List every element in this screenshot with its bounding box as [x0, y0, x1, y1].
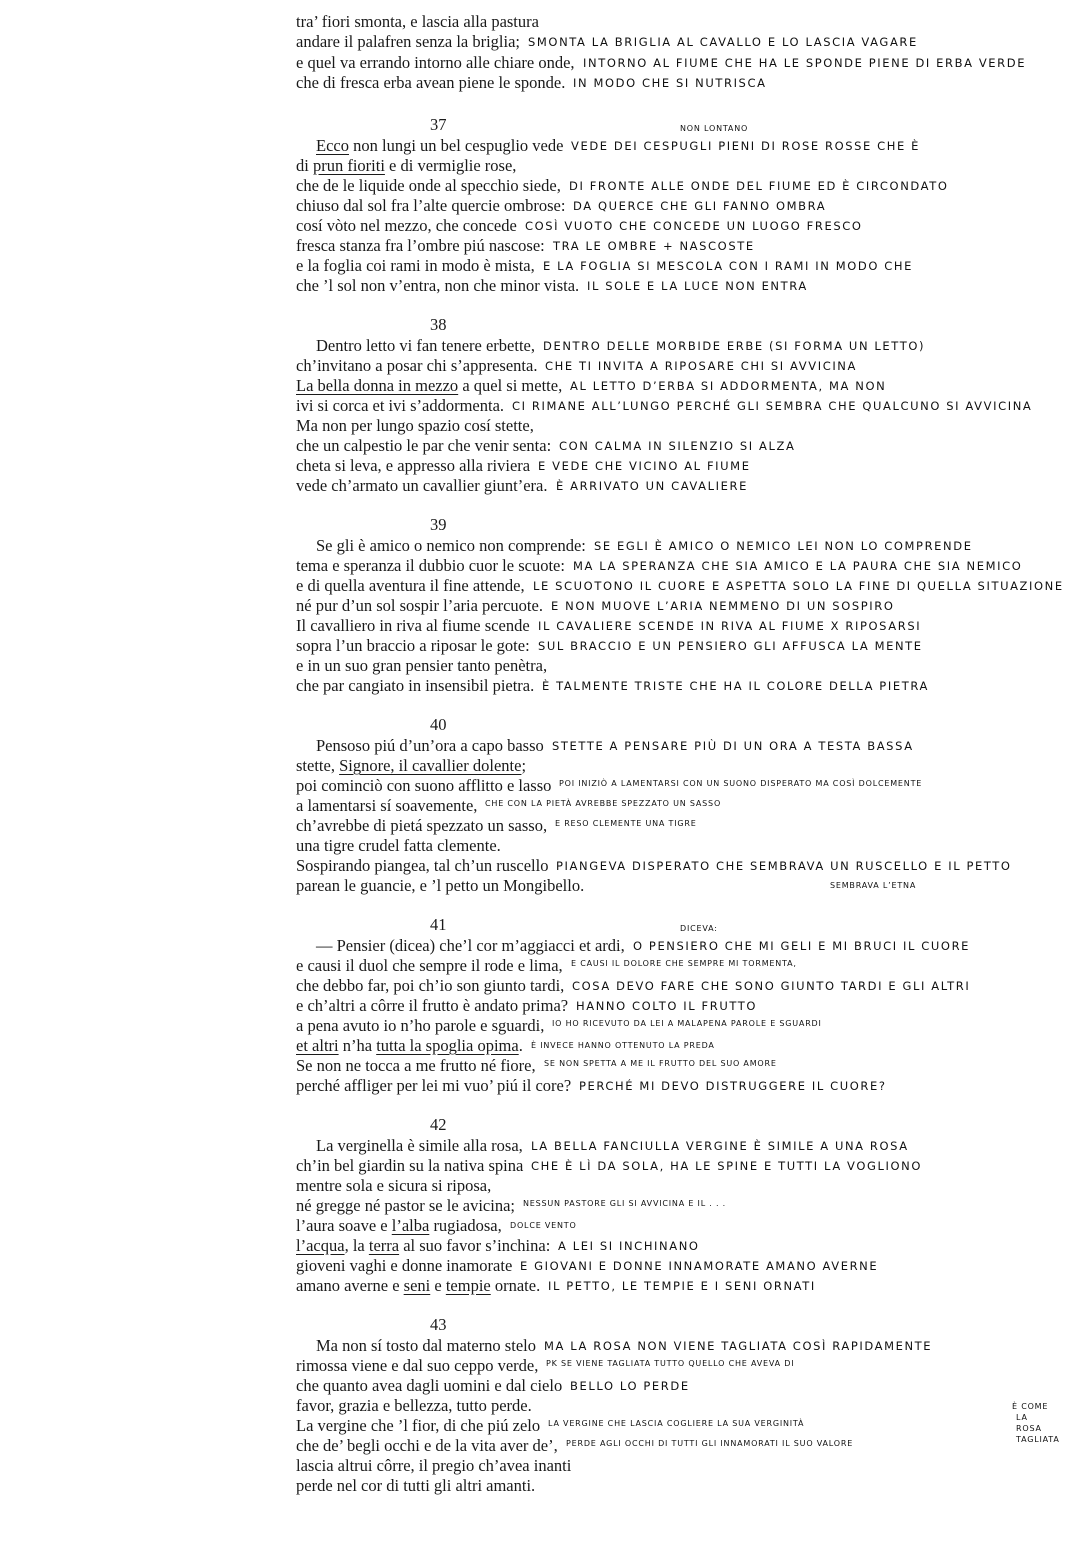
handwritten-note: BELLO LO PERDE	[570, 1379, 690, 1393]
poem-line: parean le guancie, e ’l petto un Mongibello.	[296, 876, 585, 895]
handwritten-note: CHE CON LA PIETÀ AVREBBE SPEZZATO UN SASSO	[485, 799, 722, 808]
handwritten-note: A LEI SI INCHINANO	[558, 1239, 700, 1253]
poem-line: La bella donna in mezzo a quel si mette,	[296, 376, 563, 395]
poem-line: ch’invitano a posar chi s’appresenta.	[296, 356, 538, 375]
poem-line: l’acqua, la terra al suo favor s’inchina:	[296, 1236, 551, 1255]
poem-line: mentre sola e sicura si riposa,	[296, 1176, 492, 1195]
poem-line: che di fresca erba avean piene le sponde.	[296, 72, 566, 92]
poem-line: stette, Signore, il cavallier dolente;	[296, 756, 527, 775]
handwritten-note: E NON MUOVE L’ARIA NEMMENO DI UN SOSPIRO	[551, 599, 895, 613]
poem-line: favor, grazia e bellezza, tutto perde.	[296, 1396, 532, 1415]
poem-line: tema e speranza il dubbio cuor le scuote:	[296, 556, 565, 575]
handwritten-note: PERDE AGLI OCCHI DI TUTTI GLI INNAMORATI IL SUO VALORE	[566, 1439, 854, 1448]
poem-line: sopra l’un braccio a riposar le gote:	[296, 636, 530, 655]
poem-line: e in un suo gran pensier tanto penètra,	[296, 656, 548, 675]
poem-line: chiuso dal sol fra l’alte quercie ombrose:	[296, 196, 566, 215]
handwritten-note: VEDE DEI CESPUGLI PIENI DI ROSE ROSSE CHE È	[571, 139, 921, 153]
handwritten-note-above: DICEVA:	[680, 924, 718, 933]
handwritten-note: IN MODO CHE SI NUTRISCA	[573, 75, 767, 90]
poem-line: Sospirando piangea, tal ch’un ruscello	[296, 856, 549, 875]
handwritten-note: E GIOVANI E DONNE INNAMORATE AMANO AVERNE	[520, 1259, 879, 1273]
handwritten-note: INTORNO AL FIUME CHE HA LE SPONDE PIENE DI ERBA VERDE	[583, 55, 1027, 70]
stanza-number: 38	[430, 315, 447, 334]
poem-line: La vergine che ’l fior, di che piú zelo	[296, 1416, 541, 1435]
poem-line: Se non ne tocca a me frutto né fiore,	[296, 1056, 536, 1075]
poem-line: a pena avuto io n’ho parole e sguardi,	[296, 1016, 545, 1035]
stanza-number: 39	[430, 515, 447, 534]
handwritten-note: AL LETTO D’ERBA SI ADDORMENTA, MA NON	[570, 379, 887, 393]
handwritten-margin-note: LA	[1016, 1413, 1028, 1422]
handwritten-note: SUL BRACCIO E UN PENSIERO GLI AFFUSCA LA MENTE	[538, 639, 923, 653]
poem-line: andare il palafren senza la briglia;	[296, 32, 521, 52]
poem-line: a lamentarsi sí soavemente,	[296, 796, 478, 815]
handwritten-note: E CAUSI IL DOLORE CHE SEMPRE MI TORMENTA,	[571, 959, 797, 968]
handwritten-note-above: NON LONTANO	[680, 124, 749, 133]
handwritten-note: IL SOLE E LA LUCE NON ENTRA	[587, 279, 808, 293]
stanza-number: 41	[430, 915, 447, 934]
handwritten-note: CON CALMA IN SILENZIO SI ALZA	[559, 439, 796, 453]
poem-line: amano averne e seni e tempie ornate.	[296, 1276, 541, 1295]
poem-line: rimossa viene e dal suo ceppo verde,	[296, 1356, 539, 1375]
poem-line: una tigre crudel fatta clemente.	[296, 836, 501, 855]
handwritten-margin-note: ROSA	[1016, 1424, 1042, 1433]
poem-line: lascia altrui côrre, il pregio ch’avea inanti	[296, 1456, 572, 1475]
poem-line: perché affliger per lei mi vuo’ piú il core?	[296, 1076, 572, 1095]
poem-line: Pensoso piú d’un’ora a capo basso	[316, 736, 544, 755]
poem-line: ch’avrebbe di pietá spezzato un sasso,	[296, 816, 548, 835]
poem-line: che quanto avea dagli uomini e dal cielo	[296, 1376, 563, 1395]
poem-line: Ma non sí tosto dal materno stelo	[316, 1336, 536, 1355]
poem-line: e ch’altri a côrre il frutto è andato prima?	[296, 996, 569, 1015]
poem-line: Il cavalliero in riva al fiume scende	[296, 616, 530, 635]
handwritten-note-continuation: SEMBRAVA L’ETNA	[830, 881, 917, 890]
handwritten-note: HANNO COLTO IL FRUTTO	[576, 999, 758, 1013]
handwritten-note: PERCHÉ MI DEVO DISTRUGGERE IL CUORE?	[579, 1079, 887, 1093]
handwritten-note: È ARRIVATO UN CAVALIERE	[556, 479, 748, 493]
stanza-number: 42	[430, 1115, 447, 1134]
handwritten-note: LA BELLA FANCIULLA VERGINE È SIMILE A UNA ROSA	[531, 1139, 909, 1153]
poem-line: che ’l sol non v’entra, non che minor vista.	[296, 276, 580, 295]
handwritten-note: E VEDE CHE VICINO AL FIUME	[538, 459, 751, 473]
handwritten-note: LA VERGINE CHE LASCIA COGLIERE LA SUA VERGINITÀ	[548, 1419, 805, 1428]
poem-line: che de le liquide onde al specchio siede,	[296, 176, 561, 195]
poem-line: cosí vòto nel mezzo, che concede	[296, 216, 517, 235]
poem-line: e la foglia coi rami in modo è mista,	[296, 256, 535, 275]
handwritten-note-above: È INVECE HANNO OTTENUTO LA PREDA	[531, 1041, 715, 1050]
handwritten-note: CHE TI INVITA A RIPOSARE CHI SI AVVICINA	[545, 359, 857, 373]
poem-line: e di quella aventura il fine attende,	[296, 576, 525, 595]
poem-line: fresca stanza fra l’ombre piú nascose:	[296, 236, 545, 255]
poem-line: né pur d’un sol sospir l’aria percuote.	[296, 596, 543, 615]
handwritten-margin-note: TAGLIATA	[1016, 1435, 1060, 1444]
handwritten-note: È TALMENTE TRISTE CHE HA IL COLORE DELLA PIETRA	[542, 679, 929, 693]
poem-line: che de’ begli occhi e de la vita aver de’,	[296, 1436, 558, 1455]
handwritten-note: COSÌ VUOTO CHE CONCEDE UN LUOGO FRESCO	[525, 219, 863, 233]
poem-line: cheta si leva, e appresso alla riviera	[296, 456, 531, 475]
handwritten-note: SE EGLI È AMICO O NEMICO LEI NON LO COMPRENDE	[594, 539, 973, 553]
stanza-number: 37	[430, 115, 447, 134]
poem-line: che debbo far, poi ch’io son giunto tardi,	[296, 976, 565, 995]
poem-line: perde nel cor di tutti gli altri amanti.	[296, 1476, 536, 1495]
handwritten-note: SMONTA LA BRIGLIA AL CAVALLO E LO LASCIA VAGARE	[528, 35, 918, 50]
poem-line: Dentro letto vi fan tenere erbette,	[316, 336, 535, 355]
stanza-number: 43	[430, 1315, 447, 1334]
stanza-number: 40	[430, 715, 447, 734]
poem-line: né gregge né pastor se le avicina;	[296, 1196, 515, 1215]
handwritten-note: MA LA SPERANZA CHE SIA AMICO E LA PAURA CHE SIA NEMICO	[573, 559, 1023, 573]
poem-line: di prun fioriti e di vermiglie rose,	[296, 156, 517, 175]
poem-line: l’aura soave e l’alba rugiadosa,	[296, 1216, 502, 1235]
poem-line: — Pensier (dicea) che’l cor m’aggiacci et ardi,	[316, 936, 625, 955]
handwritten-note: PIANGEVA DISPERATO CHE SEMBRAVA UN RUSCELLO E IL PETTO	[556, 859, 1012, 873]
poem-line: Ma non per lungo spazio cosí stette,	[296, 416, 534, 435]
handwritten-note: CI RIMANE ALL’LUNGO PERCHÉ GLI SEMBRA CHE QUALCUNO SI AVVICINA	[512, 399, 1033, 413]
poem-line: che par cangiato in insensibil pietra.	[296, 676, 535, 695]
handwritten-note-above: DOLCE VENTO	[510, 1221, 577, 1230]
poem-line: tra’ fiori smonta, e lascia alla pastura	[296, 12, 539, 31]
handwritten-note: CHE È LÌ DA SOLA, HA LE SPINE E TUTTI LA VOGLIONO	[531, 1159, 922, 1173]
handwritten-note: NESSUN PASTORE GLI SI AVVICINA E IL . . .	[523, 1199, 727, 1208]
handwritten-note: SE NON SPETTA A ME IL FRUTTO DEL SUO AMORE	[544, 1059, 777, 1068]
poem-line: La verginella è simile alla rosa,	[316, 1136, 523, 1155]
handwritten-margin-note: È COME	[1012, 1402, 1049, 1411]
poem-line: Se gli è amico o nemico non comprende:	[316, 536, 586, 555]
handwritten-note: MA LA ROSA NON VIENE TAGLIATA COSÌ RAPIDAMENTE	[544, 1339, 933, 1353]
poem-line: et altri n’ha tutta la spoglia opima.	[296, 1036, 523, 1055]
handwritten-note: COSA DEVO FARE CHE SONO GIUNTO TARDI E GLI ALTRI	[572, 979, 971, 993]
handwritten-note: IL CAVALIERE SCENDE IN RIVA AL FIUME X RIPOSARSI	[538, 619, 922, 633]
handwritten-note: IL PETTO, LE TEMPIE E I SENI ORNATI	[548, 1279, 816, 1293]
poem-line: ch’in bel giardin su la nativa spina	[296, 1156, 524, 1175]
poem-line: gioveni vaghi e donne inamorate	[296, 1256, 513, 1275]
handwritten-note: O PENSIERO CHE MI GELI E MI BRUCI IL CUORE	[633, 939, 971, 953]
poem-line: vede ch’armato un cavallier giunt’era.	[296, 476, 548, 495]
handwritten-note: DA QUERCE CHE GLI FANNO OMBRA	[573, 199, 827, 213]
poem-line: e causi il duol che sempre il rode e lima,	[296, 956, 563, 975]
handwritten-note: STETTE A PENSARE PIÙ DI UN ORA A TESTA BASSA	[552, 739, 914, 753]
handwritten-note: LE SCUOTONO IL CUORE E ASPETTA SOLO LA FINE DI QUELLA SITUAZIONE	[533, 579, 1064, 593]
poem-line: e quel va errando intorno alle chiare onde,	[296, 52, 575, 72]
handwritten-note: E RESO CLEMENTE UNA TIGRE	[555, 819, 697, 828]
poem-line: poi cominciò con suono afflitto e lasso	[296, 776, 552, 795]
poem-line: Ecco non lungi un bel cespuglio vede	[316, 136, 564, 155]
poem-line: che un calpestio le par che venir senta:	[296, 436, 552, 455]
handwritten-note: IO HO RICEVUTO DA LEI A MALAPENA PAROLE E SGUARDI	[552, 1019, 822, 1028]
handwritten-note: DI FRONTE ALLE ONDE DEL FIUME ED È CIRCONDATO	[569, 179, 949, 193]
handwritten-note: POI INIZIÒ A LAMENTARSI CON UN SUONO DISPERATO MA COSÌ DOLCEMENTE	[559, 779, 923, 788]
poem-line: ivi si corca et ivi s’addormenta.	[296, 396, 505, 415]
handwritten-note: PK SE VIENE TAGLIATA TUTTO QUELLO CHE AVEVA DI	[546, 1359, 795, 1368]
handwritten-note: E LA FOGLIA SI MESCOLA CON I RAMI IN MODO CHE	[543, 259, 914, 273]
handwritten-note: DENTRO DELLE MORBIDE ERBE (SI FORMA UN LETTO)	[543, 339, 926, 353]
handwritten-note: TRA LE OMBRE + NASCOSTE	[553, 239, 755, 253]
